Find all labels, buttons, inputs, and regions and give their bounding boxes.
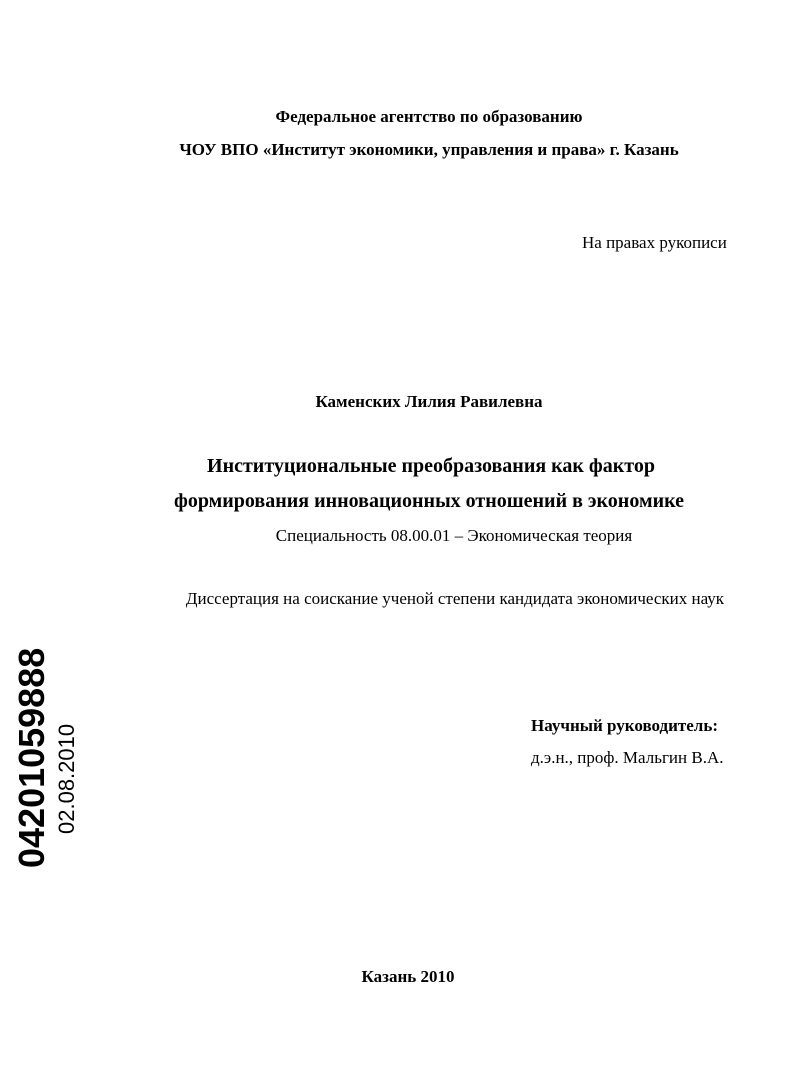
thesis-title-line-1: Институциональные преобразования как фактор (207, 455, 655, 477)
library-stamp-date: 02.08.2010 (54, 723, 79, 834)
supervisor-label: Научный руководитель: (531, 716, 718, 735)
specialty: Специальность 08.00.01 – Экономическая теория (275, 526, 633, 545)
city-year: Казань 2010 (361, 967, 455, 986)
agency-name: Федеральное агентство по образованию (275, 107, 583, 126)
supervisor-name: д.э.н., проф. Мальгин В.А. (531, 748, 724, 767)
library-stamp-number: 04201059888 (11, 647, 52, 868)
rights-note: На правах рукописи (582, 233, 727, 252)
thesis-title-line-2: формирования инновационных отношений в экономике (174, 490, 684, 512)
dissertation-degree: Диссертация на соискание ученой степени кандидата экономических наук (185, 589, 725, 608)
institute-name: ЧОУ ВПО «Институт экономики, управления и права» г. Казань (179, 140, 679, 159)
author-name: Каменских Лилия Равилевна (315, 392, 543, 411)
